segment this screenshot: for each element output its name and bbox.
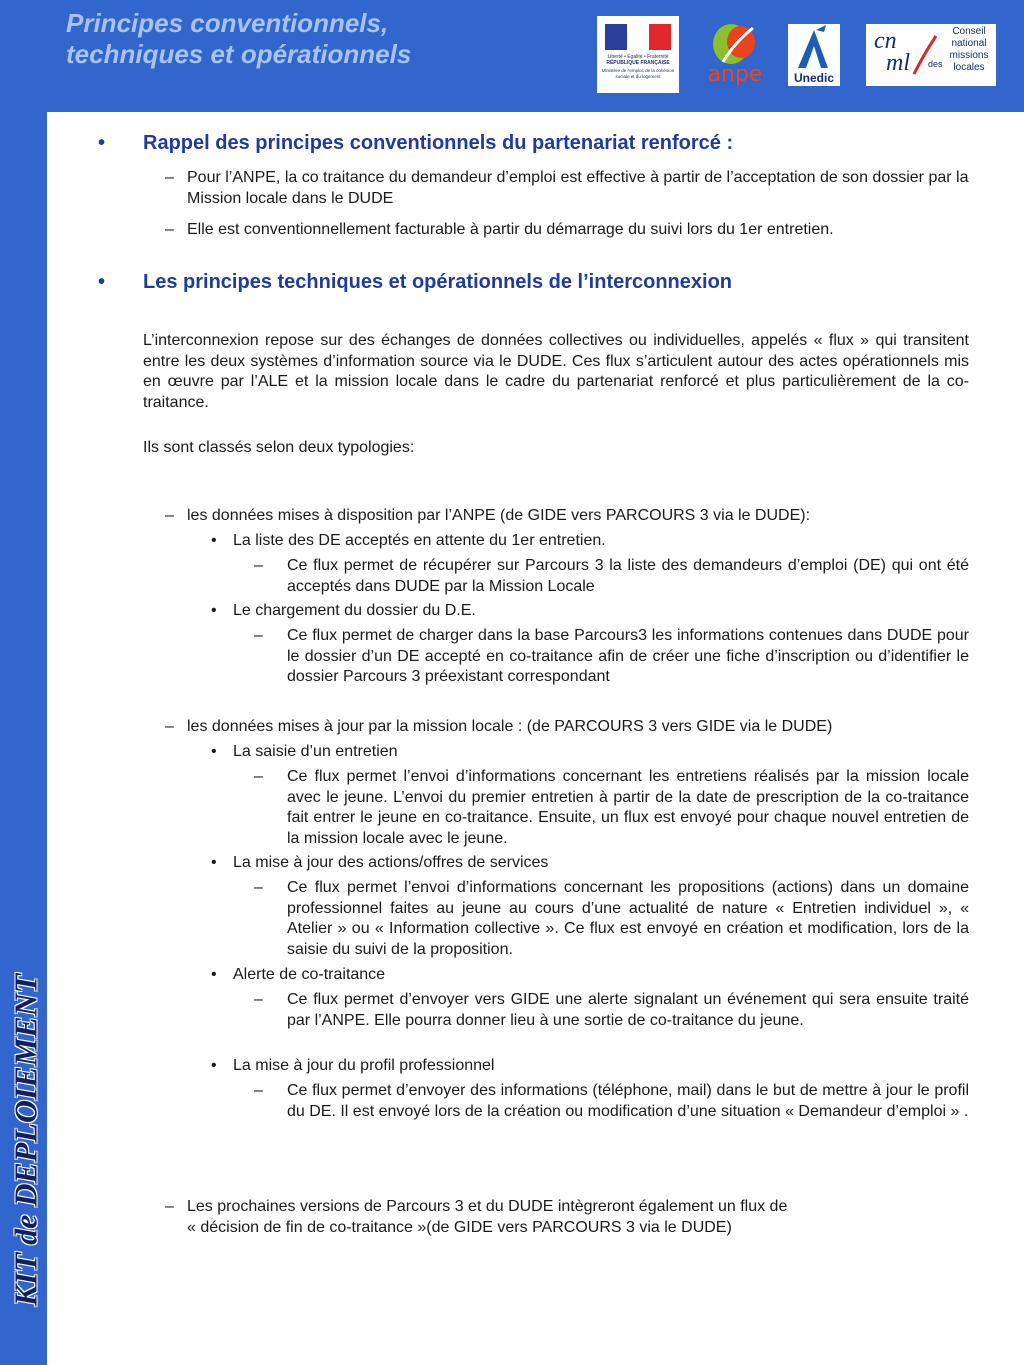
group1-title xyxy=(165,506,969,528)
final-note-text xyxy=(187,1197,969,1238)
dash-marker: – xyxy=(165,1198,174,1215)
dash-marker: – xyxy=(165,507,174,524)
bullet-marker: • xyxy=(98,132,106,154)
group2-sub3 xyxy=(211,965,969,987)
sidebar-label: KIT de DEPLOIEMENT xyxy=(7,973,44,1307)
group2-sub2 xyxy=(211,853,969,875)
ministry-name: Ministère de l'emploi, de la cohésion sociale et du logement xyxy=(601,68,675,79)
section2-typologies: Ils sont classés selon deux typologies: xyxy=(143,439,415,456)
group2-sub2-title: La mise à jour des actions/offres de services xyxy=(233,854,549,871)
group2-sub3-detail xyxy=(254,990,969,1053)
group2-sub1-desc: Ce flux permet l’envoi d’informations concernant les entretiens réalisés par la mission locale avec le jeune. L’envoi du premier entretien à partir de la date de prescription de la co-traitance fait entrer le jeune en co-traitance. Ensuite, un flux est envoyé pour chaque nouvel entretien de la mission locale avec le jeune. xyxy=(287,768,969,847)
section1-heading-text: Rappel des principes conventionnels du partenariat renforcé : xyxy=(143,132,734,154)
group2-sub2-desc: Ce flux permet l’envoi d’informations concernant les propositions (actions) dans un domaine professionnel faites au jeune au cours d’une actualité de nature « Entretien individuel », « Atelier » ou « Information collective ». Ce flux est envoyé en création et modification, lors de la saisie du suivi de la proposition. xyxy=(287,879,969,958)
dash-marker: – xyxy=(254,627,263,644)
anpe-wordmark: anpe xyxy=(707,62,763,87)
group1-title-text: les données mises à disposition par l’ANPE (de GIDE vers PARCOURS 3 via le DUDE): xyxy=(187,507,811,524)
dash-marker: – xyxy=(165,718,174,735)
cnml-cn: cn xyxy=(874,28,897,54)
group2-title xyxy=(165,717,969,739)
slide-title-line2: techniques et opérationnels xyxy=(66,39,412,69)
bullet-marker: • xyxy=(211,854,217,871)
group2-sub1-title: La saisie d’un entretien xyxy=(233,743,398,760)
group1-sub1-title: La liste des DE acceptés en attente du 1er entretien. xyxy=(233,532,606,549)
slide-title-line1: Principes conventionnels, xyxy=(66,8,389,38)
cnml-words: Conseil national missions locales xyxy=(949,26,989,73)
dash-marker: – xyxy=(254,557,263,574)
bullet-marker: • xyxy=(211,602,217,619)
bullet-marker: • xyxy=(211,532,217,549)
unedic-wordmark: Unedic xyxy=(793,71,834,85)
group1-sub2-desc: Ce flux permet de charger dans la base Parcours3 les informations contenues dans DUDE pour le dossier d’un DE accepté en co-traitance afin de créer une fiche d’inscription ou d’identifier le dossier Parcours 3 préexistant correspondant xyxy=(287,627,969,685)
dash-marker: – xyxy=(254,768,263,785)
section1-item-1-text: Pour l’ANPE, la co traitance du demandeur d’emploi est effective à partir de l’acceptation de son dossier par la Mission locale dans le DUDE xyxy=(187,169,969,207)
group1-sub1 xyxy=(211,531,969,553)
group1-sub2-title: Le chargement du dossier du D.E. xyxy=(233,602,476,619)
group2-sub3-title: Alerte de co-traitance xyxy=(233,966,386,983)
group1-sub2 xyxy=(211,601,969,623)
bullet-marker: • xyxy=(211,743,217,760)
group1-sub1-desc: Ce flux permet de récupérer sur Parcours 3 la liste des demandeurs d’emploi (DE) qui ont été acceptés dans DUDE par la Mission Locale xyxy=(287,557,969,595)
group1-sub1-detail xyxy=(254,556,969,598)
cnml-des: des xyxy=(928,59,943,69)
dash-marker: – xyxy=(254,991,263,1008)
dash-marker: – xyxy=(165,221,174,238)
section2-intro: L’interconnexion repose sur des échanges de données collectives ou individuelles, appelés « flux » qui transitent entre les deux systèmes d’information source via le DUDE. Ces flux s’articulent autour des actes opérationnels mis en œuvre par l’ALE et la mission locale dans le cadre du partenariat renforcé et plus particulièrement de la co-traitance. xyxy=(143,332,969,411)
group2-sub4-title: La mise à jour du profil professionnel xyxy=(233,1057,495,1074)
final-note-line2: « décision de fin de co-traitance »(de GIDE vers PARCOURS 3 via le DUDE) xyxy=(187,1218,732,1236)
group2-sub4-detail xyxy=(254,1081,969,1144)
section2-heading-text: Les principes techniques et opérationnels de l’interconnexion xyxy=(143,271,733,293)
group2-sub4-desc: Ce flux permet d’envoyer des informations (téléphone, mail) dans le but de mettre à jour le profil du DE. Il est envoyé lors de la création ou modification d’une situation « Demandeur d’emploi » . xyxy=(287,1082,969,1120)
group2-sub1-detail xyxy=(254,767,969,851)
dash-marker: – xyxy=(254,879,263,896)
final-note-line1: Les prochaines versions de Parcours 3 et du DUDE intègreront également un flux de xyxy=(187,1198,788,1215)
section1-item-1 xyxy=(165,168,969,210)
group2-sub4 xyxy=(211,1056,969,1078)
dash-marker: – xyxy=(254,1082,263,1099)
cnml-ml: ml xyxy=(886,50,910,76)
final-note xyxy=(165,1197,969,1241)
section1-item-2-text: Elle est conventionnellement facturable à partir du démarrage du suivi lors du 1er entretien. xyxy=(187,221,834,238)
bullet-marker: • xyxy=(98,271,106,293)
group1-sub2-detail xyxy=(254,626,969,689)
rf-motto: Liberté • Égalité • Fraternité RÉPUBLIQUE FRANÇAISE xyxy=(606,54,670,66)
group2-sub3-desc: Ce flux permet d’envoyer vers GIDE une alerte signalant un événement qui sera ensuite traité par l’ANPE. Elle pourra donner lieu à une sortie de co-traitance du jeune. xyxy=(287,991,969,1029)
dash-marker: – xyxy=(165,169,174,186)
group2-sub2-detail xyxy=(254,878,969,962)
group2-sub1 xyxy=(211,742,969,764)
group2-title-text: les données mises à jour par la mission locale : (de PARCOURS 3 vers GIDE via le DUDE) xyxy=(187,718,833,735)
bullet-marker: • xyxy=(211,1057,217,1074)
section1-item-2 xyxy=(165,220,969,242)
bullet-marker: • xyxy=(211,966,217,983)
